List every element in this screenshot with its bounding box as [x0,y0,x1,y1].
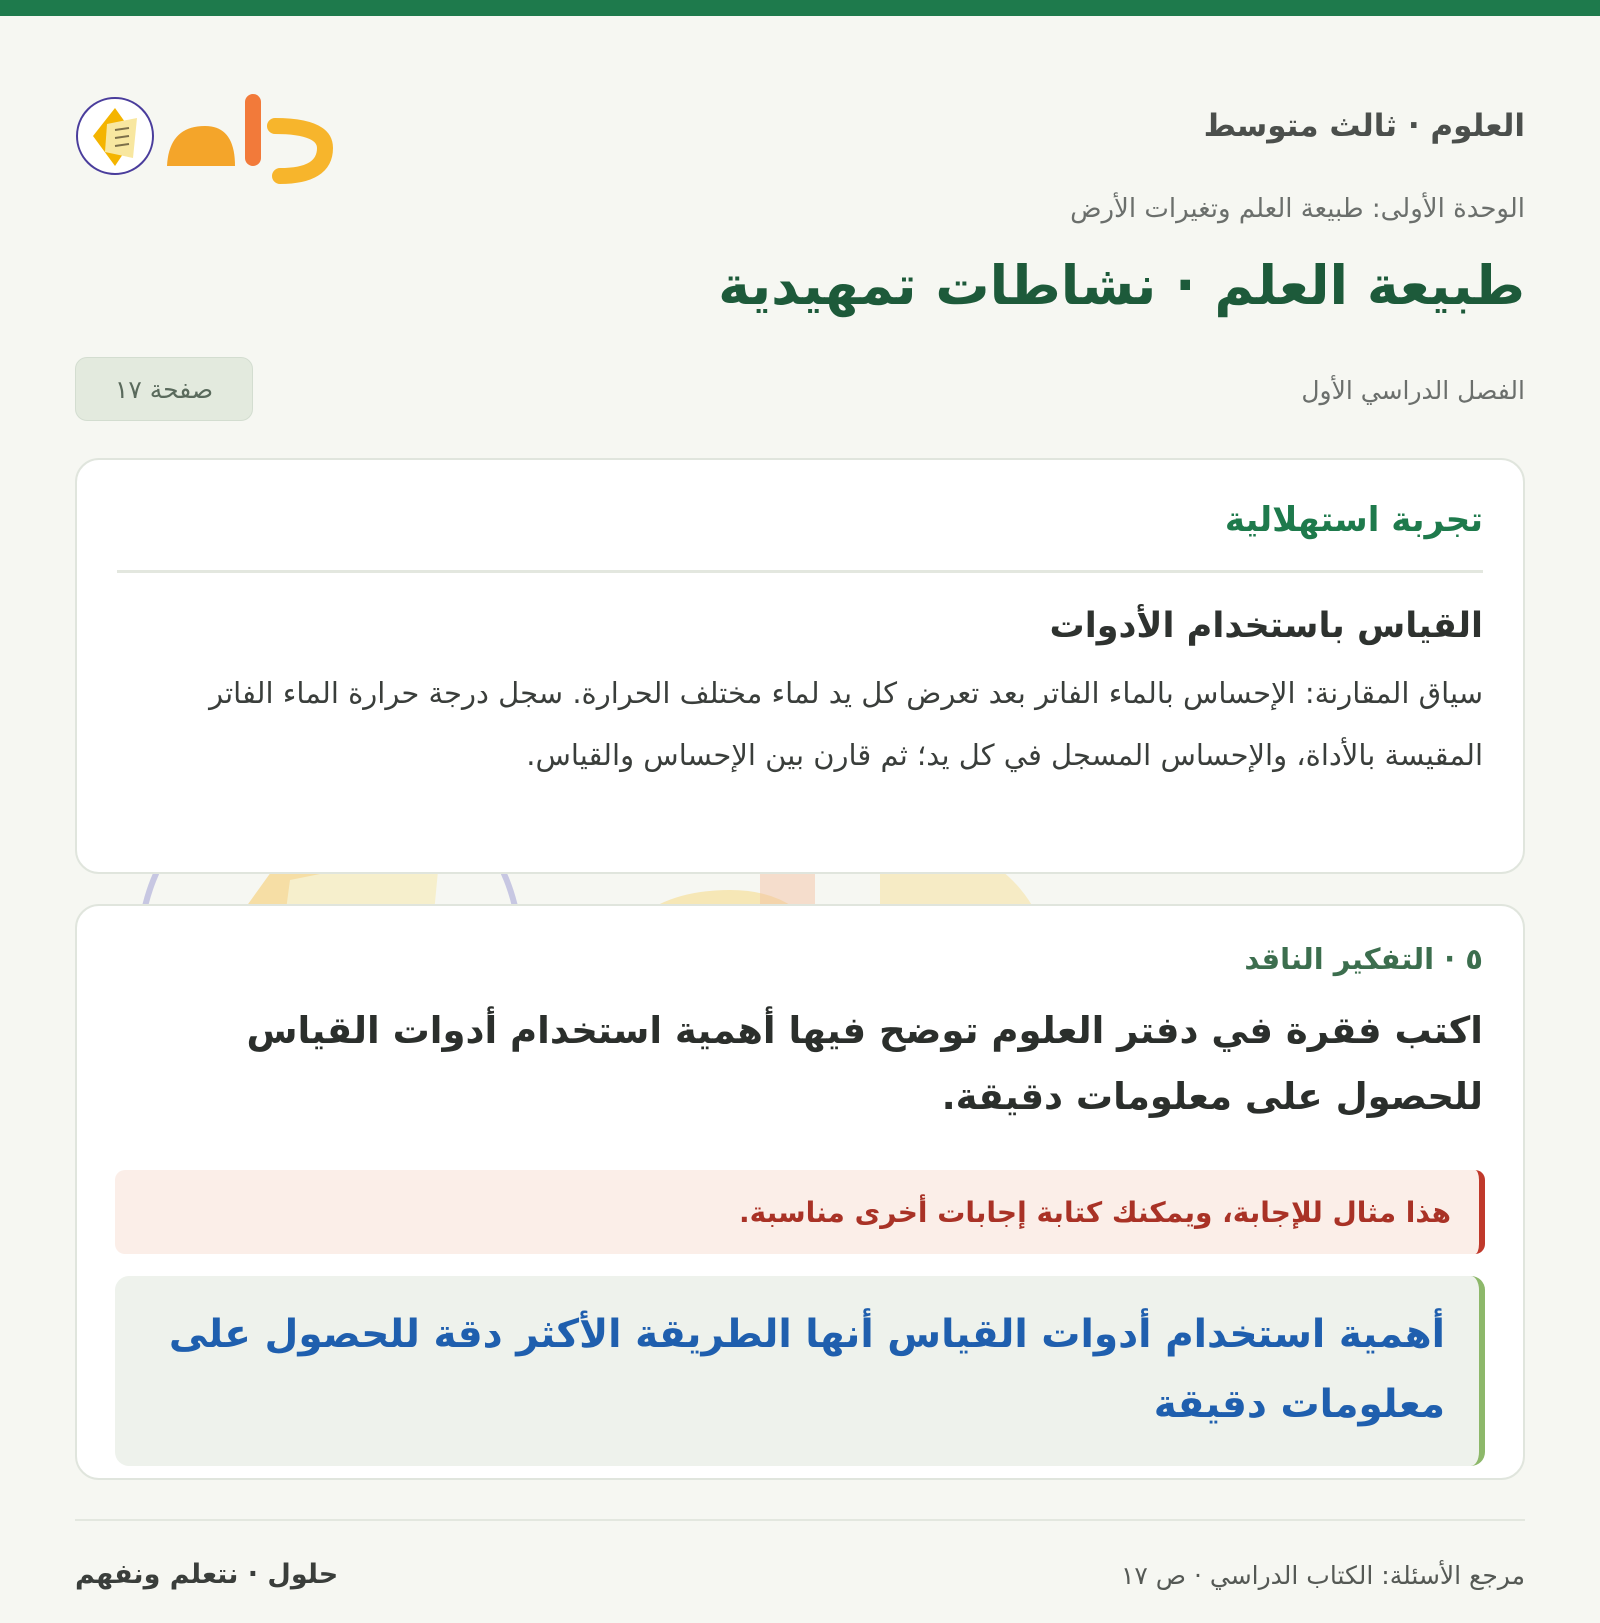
footer-reference: مرجع الأسئلة: الكتاب الدراسي · ص ١٧ [1120,1561,1525,1590]
experiment-heading: تجربة استهلالية [1224,500,1483,540]
answer-box: أهمية استخدام أدوات القياس أنها الطريقة الأكثر دقة للحصول على معلومات دقيقة [115,1276,1485,1466]
question-card [75,904,1525,1480]
experiment-card [75,458,1525,874]
subject-title: العلوم · ثالث متوسط [1203,108,1525,144]
semester-label: الفصل الدراسي الأول [1301,376,1525,405]
footer-brand: حلول · نتعلم ونفهم [75,1559,339,1590]
top-accent-bar [0,0,1600,16]
card-divider [117,570,1483,573]
question-text: اكتب فقرة في دفتر العلوم توضح فيها أهمية استخدام أدوات القياس للحصول على معلومات دقيقة. [246,1009,1483,1118]
experiment-body: سياق المقارنة: الإحساس بالماء الفاتر بعد تعرض كل يد لماء مختلف الحرارة. سجل درجة حرارة الماء الفاتر المقيسة بالأداة، والإحساس المسجل في كل يد؛ ثم قارن بين الإحساس والقياس. [209,676,1483,772]
page-header [75,56,1525,176]
hulul-logo [75,86,345,186]
experiment-subheading: القياس باستخدام الأدوات [1049,606,1483,646]
question-label: ٥ · التفكير الناقد [1244,942,1483,976]
answer-note: هذا مثال للإجابة، ويمكنك كتابة إجابات أخرى مناسبة. [115,1170,1485,1254]
page-number-badge: صفحة ١٧ [75,357,253,421]
page-title: طبيعة العلم · نشاطات تمهيدية [718,254,1525,317]
footer-divider [75,1519,1525,1521]
unit-label: الوحدة الأولى: طبيعة العلم وتغيرات الأرض [1070,194,1525,224]
